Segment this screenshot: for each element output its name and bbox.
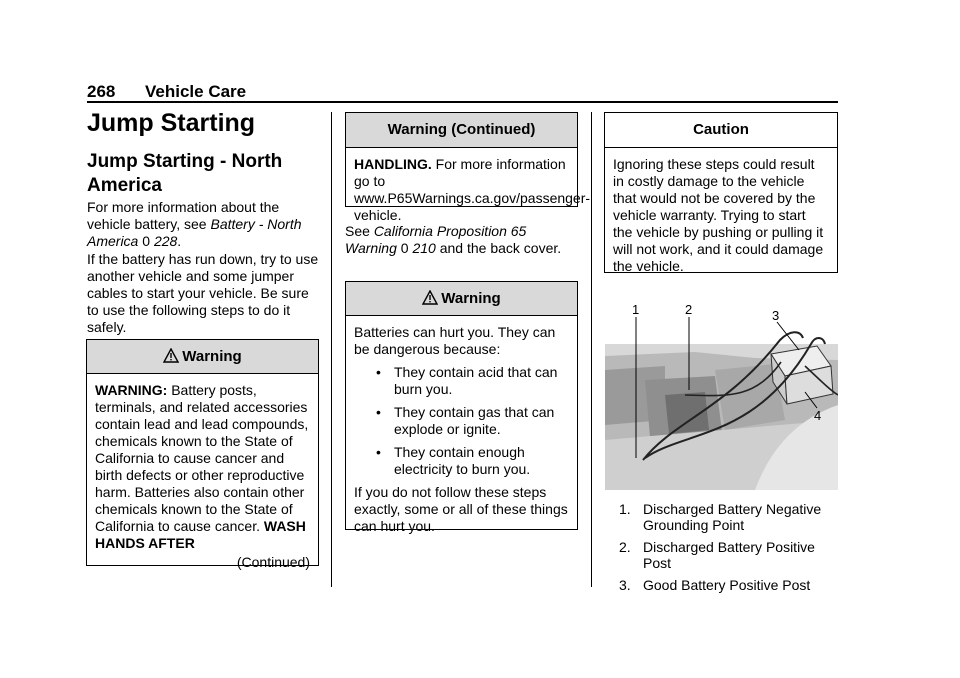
caution-header: Caution <box>605 113 837 148</box>
warning-tail: WASH HANDS AFTER <box>95 518 306 551</box>
caution-box <box>604 112 838 273</box>
section-title: Vehicle Care <box>145 82 247 101</box>
bullet-dot: • <box>376 404 381 420</box>
legend-text: Discharged Battery Positive Post <box>643 539 815 571</box>
warning-title: Warning <box>441 290 501 307</box>
illustration-legend <box>619 501 839 599</box>
legend-item <box>619 539 839 571</box>
legend-number: 2. <box>619 539 631 555</box>
paragraph-end: . <box>177 233 182 249</box>
warning-header <box>87 340 318 374</box>
paragraph-text: For more information about the vehicle battery, see <box>87 199 280 232</box>
continued-label: (Continued) <box>236 554 310 570</box>
callout-4: 4 <box>814 408 822 423</box>
warning-body <box>87 374 318 577</box>
page-heading: Jump Starting <box>87 109 256 137</box>
warning-intro: Batteries can hurt you. They can be dangerous because: <box>354 324 556 357</box>
header-rule <box>87 101 838 103</box>
battery-discharged <box>665 392 709 434</box>
prop65-link[interactable]: California Proposition 65 Warning <box>345 223 527 256</box>
warning-outro: If you do not follow these steps exactly, some or all of these things can hurt you. <box>354 484 568 534</box>
callout-2: 2 <box>685 302 693 317</box>
bullet-text: They contain enough electricity to burn you. <box>394 444 531 477</box>
page-ref-arrow: 0 <box>142 233 151 249</box>
legend-number: 3. <box>619 577 631 593</box>
warning-lead: WARNING: <box>95 382 168 398</box>
column-divider <box>331 112 332 587</box>
warning-box-battery <box>345 281 578 534</box>
warning-continued-header: Warning (Continued) <box>346 113 577 148</box>
warning-header <box>346 282 577 316</box>
bullet-dot: • <box>376 444 381 460</box>
page-ref[interactable]: 210 <box>412 240 436 256</box>
section-heading: Jump Starting - North America <box>87 151 283 196</box>
see-prefix: See <box>345 223 374 239</box>
callout-1: 1 <box>632 302 640 317</box>
column-divider <box>591 112 592 587</box>
warning-box-lead <box>86 339 319 570</box>
warning-icon <box>422 284 438 317</box>
page-ref[interactable]: 228 <box>153 233 178 249</box>
legend-text: Discharged Battery Negative Grounding Point <box>643 501 822 533</box>
warning-continued-body <box>346 148 591 230</box>
warning-text: Battery posts, terminals, and related accessories contain lead and lead compounds, chemicals known to the State of California to cause cancer and birth defects or other reproductive harm. Batteries also contain other chemicals known to the State of California to cause cancer. <box>95 382 309 534</box>
engine-bay-drawing <box>605 300 838 490</box>
caution-body: Ignoring these steps could result in costly damage to the vehicle that would not be covered by the vehicle warranty. Trying to start the vehicle by pushing or pulling it will not work, and it could damage the vehicle. <box>613 156 824 274</box>
bullet-item <box>354 404 569 438</box>
bullet-text: They contain acid that can burn you. <box>394 364 558 397</box>
handling-text: For more information go to www.P65Warnings.ca.gov/passenger-vehicle. <box>354 156 591 223</box>
warning-title: Warning <box>182 348 242 365</box>
see-suffix: and the back cover. <box>435 240 562 256</box>
warning-body <box>346 316 577 541</box>
page-ref-arrow: 0 <box>400 240 409 256</box>
see-reference-paragraph <box>345 223 570 257</box>
intro-paragraph: If the battery has run down, try to use another vehicle and some jumper cables to start your vehicle. Be sure to use the following steps to do it safely. <box>87 251 319 335</box>
jump-start-illustration <box>605 300 838 490</box>
bullet-item <box>354 444 569 478</box>
battery-reference-paragraph <box>87 199 323 250</box>
legend-text: Good Battery Positive Post <box>643 577 811 593</box>
battery-link[interactable]: Battery - North America <box>87 216 302 249</box>
handling-lead: HANDLING. <box>354 156 432 172</box>
bullet-text: They contain gas that can explode or ignite. <box>394 404 555 437</box>
warning-icon <box>163 342 179 375</box>
bullet-item <box>354 364 569 398</box>
legend-item <box>619 577 839 593</box>
bullet-dot: • <box>376 364 381 380</box>
page-number: 268 <box>87 82 116 101</box>
legend-number: 1. <box>619 501 631 517</box>
warning-continued-box <box>345 112 591 223</box>
callout-3: 3 <box>772 308 780 323</box>
legend-item <box>619 501 839 533</box>
